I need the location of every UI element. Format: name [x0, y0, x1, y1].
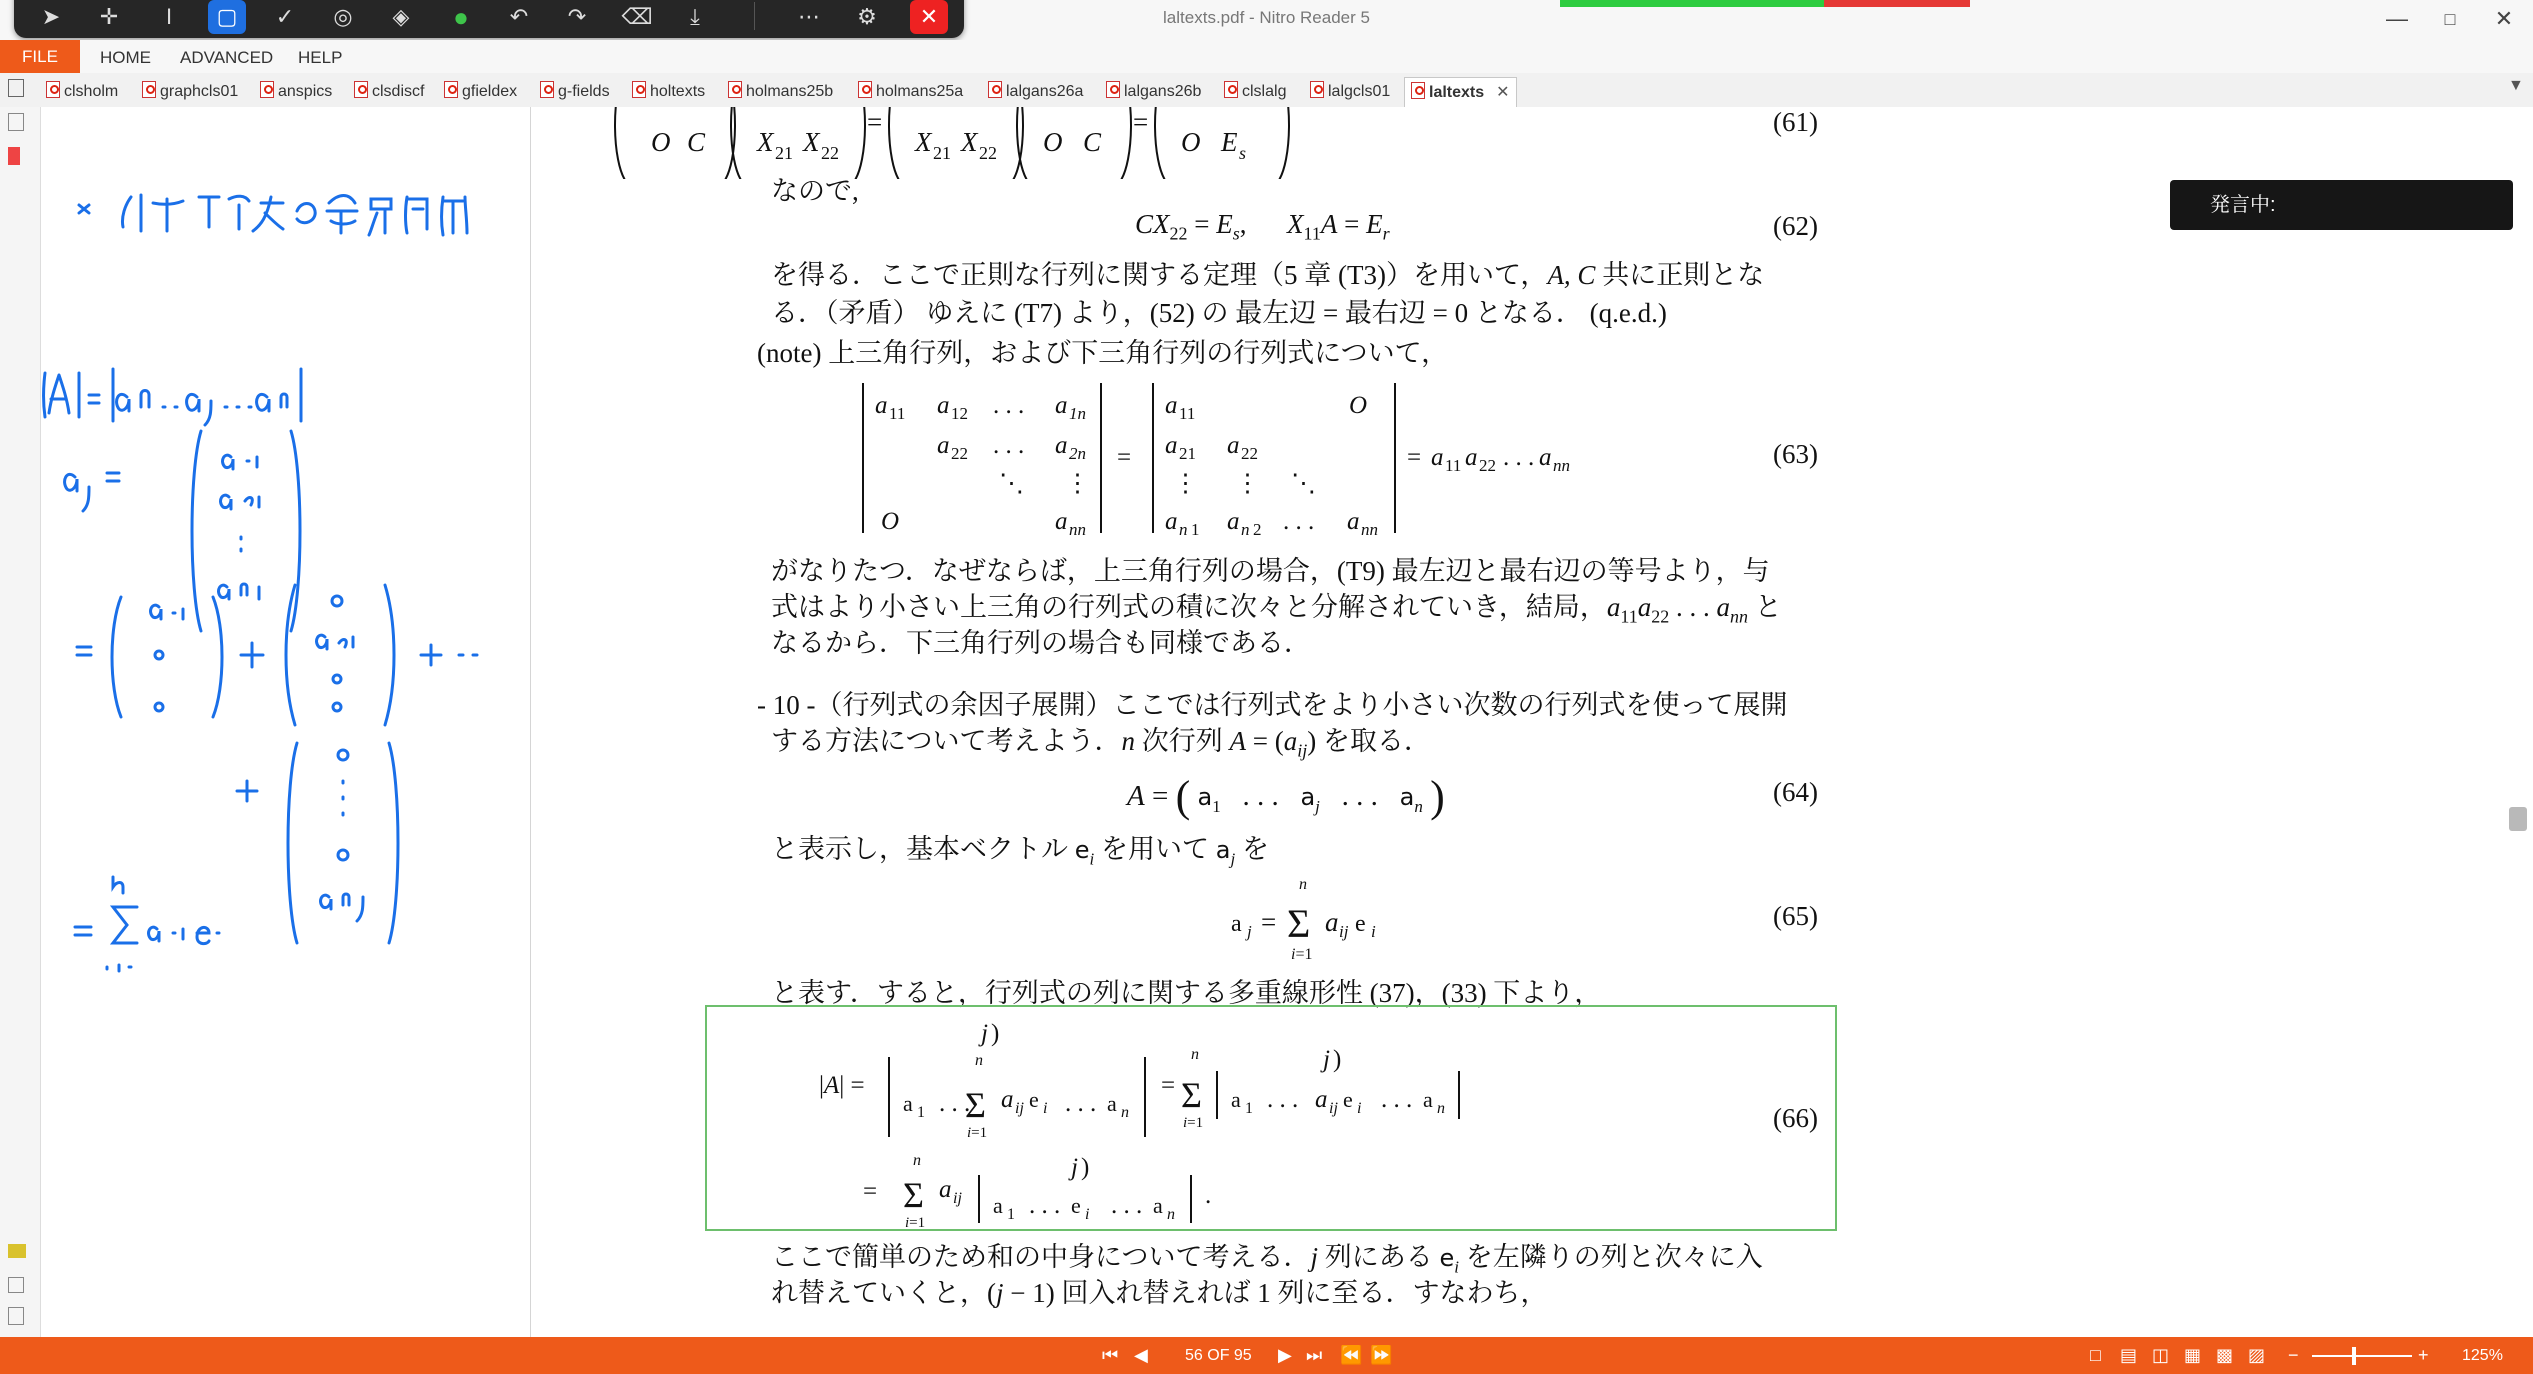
close-tab-icon[interactable]: ✕	[1496, 84, 1510, 101]
svg-text:j: j	[981, 1020, 988, 1047]
speaker-level-bar	[1560, 0, 1824, 7]
trash-icon[interactable]: ⌫	[621, 4, 653, 29]
svg-text:O: O	[1043, 127, 1063, 157]
doc-tab-active[interactable]: laltexts ✕	[1404, 77, 1517, 107]
svg-text:i=1: i=1	[1183, 1115, 1204, 1131]
svg-text:nn: nn	[1069, 520, 1086, 539]
svg-text:. . .: . . .	[993, 392, 1025, 419]
svg-text:ij: ij	[1339, 922, 1349, 941]
svg-text:O: O	[1181, 127, 1201, 157]
selection-rectangle[interactable]	[705, 1005, 1837, 1231]
svg-text:. . .: . . .	[993, 432, 1025, 459]
svg-text:a: a	[1431, 444, 1444, 471]
maximize-icon[interactable]: □	[2444, 9, 2456, 29]
doc-tab[interactable]: clslalg	[1224, 81, 1286, 105]
svg-text:. . .: . . .	[1381, 1086, 1413, 1113]
doc-tab[interactable]: lalgans26a	[988, 81, 1083, 105]
svg-text:2: 2	[1253, 520, 1262, 539]
equation-64: A = ( $a_1$ . . . $a_j$ . . . $a_n$ )	[1127, 772, 1445, 821]
single-page-icon[interactable]: □	[2090, 1345, 2101, 1365]
svg-text:.: .	[1205, 1182, 1212, 1209]
text-line: がなりたつ．なぜならば，上三角行列の場合，(T9) 最左辺と最右辺の等号より，与	[771, 556, 1770, 586]
tab-advanced[interactable]: ADVANCED	[180, 48, 274, 67]
equation-65	[1221, 871, 1481, 961]
doc-tab[interactable]: gfieldex	[444, 81, 517, 105]
svg-text:a: a	[1227, 432, 1240, 459]
svg-text:a: a	[1055, 432, 1068, 459]
svg-text:j: j	[1323, 1046, 1330, 1073]
svg-text:. . .: . . .	[1267, 1086, 1299, 1113]
svg-text:a: a	[1001, 1086, 1014, 1113]
status-bar	[0, 1337, 2533, 1374]
close-toolbar-icon[interactable]: ✕	[910, 0, 948, 34]
text-line: と表示し，基本ベクトル $e_i$ を用いて $a_j$ を	[771, 834, 1269, 869]
svg-text:. . .: . . .	[939, 1090, 971, 1117]
next-page-icon[interactable]: ▶	[1278, 1345, 1292, 1365]
svg-text:=: =	[1407, 444, 1422, 471]
page-indicator[interactable]: 56 OF 95	[1185, 1347, 1252, 1364]
svg-text:): )	[1081, 1154, 1090, 1181]
svg-text:a: a	[1153, 1193, 1163, 1218]
svg-text:i: i	[1371, 922, 1376, 941]
svg-text:j: j	[1071, 1154, 1078, 1181]
vertical-scrollbar-thumb[interactable]	[2509, 807, 2527, 831]
equation-63	[831, 379, 1731, 555]
text-line: 式はより小さい上三角の行列式の積に次々と分解されていき，結局，$a_{11}a_{22}$ . . . $a_{nn}$ と	[771, 592, 1782, 627]
svg-text:O: O	[881, 508, 900, 535]
previous-page-icon[interactable]: ◀	[1134, 1345, 1148, 1365]
text-line: なるから．下三角行列の場合も同様である．	[771, 628, 1311, 658]
green-color-icon[interactable]: ●	[453, 2, 469, 32]
text-line: - 10 -（行列式の余因子展開）ここでは行列式をより小さい次数の行列式を使って展開	[757, 690, 1788, 720]
svg-text:i=1: i=1	[905, 1215, 926, 1231]
attachments-icon[interactable]	[8, 147, 20, 165]
svg-text:|A| =: |A| =	[819, 1072, 865, 1099]
svg-text:i=1: i=1	[967, 1125, 988, 1141]
svg-text:=: =	[863, 1178, 878, 1205]
svg-text:O: O	[651, 127, 671, 157]
text-line: なので,	[771, 176, 859, 206]
svg-text:1: 1	[917, 1104, 925, 1121]
svg-text:ij: ij	[1329, 1100, 1338, 1117]
svg-text:=: =	[867, 107, 883, 137]
svg-text:⋮: ⋮	[1173, 470, 1198, 497]
svg-text:⋱: ⋱	[999, 470, 1024, 497]
svg-text:C: C	[1083, 127, 1102, 157]
svg-text:a: a	[1465, 444, 1478, 471]
minimize-icon[interactable]: —	[2386, 6, 2408, 31]
svg-text:a: a	[1423, 1087, 1433, 1112]
svg-text:e: e	[1071, 1193, 1081, 1218]
svg-text:a: a	[903, 1091, 913, 1116]
svg-text:a: a	[1231, 911, 1242, 937]
svg-text:. . .: . . .	[1029, 1192, 1061, 1219]
comments-icon[interactable]	[8, 1244, 26, 1258]
svg-text:a: a	[1539, 444, 1552, 471]
move-icon[interactable]: ✛	[99, 4, 119, 29]
svg-text:Σ: Σ	[1287, 901, 1311, 946]
pointer-icon[interactable]: ➤	[41, 4, 61, 29]
svg-text:22: 22	[1479, 456, 1496, 475]
tab-file[interactable]: FILE	[0, 40, 80, 73]
doc-tab[interactable]: holmans25b	[728, 81, 833, 105]
undo-icon[interactable]: ↶	[509, 4, 529, 29]
svg-text:a: a	[993, 1193, 1003, 1218]
equation-62: $CX_{22} = E_s$, $X_{11}A = E_r$	[1135, 209, 1390, 244]
more-icon[interactable]: ⋯	[798, 4, 820, 29]
svg-text:21: 21	[933, 143, 951, 163]
handwriting-panel	[41, 107, 531, 1337]
svg-text:X: X	[757, 127, 774, 157]
speaker-level-bar-red	[1824, 0, 1970, 7]
svg-text:. . .: . . .	[1503, 444, 1535, 471]
zoom-level[interactable]: 125%	[2462, 1347, 2503, 1364]
redo-icon[interactable]: ↷	[567, 4, 587, 29]
svg-text:a: a	[1107, 1091, 1117, 1116]
svg-text:2n: 2n	[1069, 444, 1086, 463]
document-viewer[interactable]	[41, 107, 2533, 1337]
svg-text:O: O	[1349, 392, 1368, 419]
text-line: と表す．すると，行列式の列に関する多重線形性 (37)，(33) 下より，	[771, 978, 1602, 1008]
document-tabs	[0, 73, 2533, 108]
eq-label: (61)	[1773, 107, 1818, 137]
svg-text:. . .: . . .	[1111, 1192, 1143, 1219]
eq-label: (65)	[1773, 901, 1818, 931]
svg-text:a: a	[1165, 432, 1178, 459]
handwriting	[41, 107, 531, 1337]
svg-text:a: a	[1325, 907, 1339, 937]
tabs-dropdown-icon[interactable]: ▼	[2508, 77, 2524, 94]
doc-tab[interactable]: clsholm	[46, 81, 118, 105]
svg-text:nn: nn	[1553, 456, 1570, 475]
facing-icon[interactable]: ◫	[2152, 1345, 2170, 1365]
svg-text:a: a	[937, 432, 950, 459]
zoom-slider-thumb[interactable]	[2352, 1347, 2356, 1365]
svg-text:22: 22	[821, 143, 839, 163]
svg-text:a: a	[1165, 392, 1178, 419]
right-margin	[2011, 107, 2533, 1337]
signatures-icon[interactable]	[8, 1277, 24, 1293]
window-title: laltexts.pdf - Nitro Reader 5	[1163, 8, 1370, 27]
svg-text:22: 22	[951, 444, 968, 463]
layers-icon[interactable]	[8, 1307, 24, 1325]
rectangle-select-icon[interactable]: ▢	[208, 0, 246, 34]
eq-label: (62)	[1773, 211, 1818, 241]
svg-text:11: 11	[1445, 456, 1462, 475]
svg-text:a: a	[875, 392, 888, 419]
svg-text:=: =	[1261, 907, 1277, 937]
eraser-icon[interactable]: ◈	[392, 4, 410, 29]
eq-label: (66)	[1773, 1103, 1818, 1133]
doc-tab[interactable]: clsdiscf	[354, 81, 424, 105]
text-line: する方法について考えよう．n 次行列 $A = (a_{ij})$ を取る．	[771, 726, 1431, 761]
doc-tab[interactable]: holtexts	[632, 81, 705, 105]
svg-text:11: 11	[889, 404, 906, 423]
svg-text:⋮: ⋮	[1065, 470, 1090, 497]
svg-text:n: n	[1191, 1046, 1199, 1063]
svg-text:): )	[1333, 1046, 1342, 1073]
svg-text:22: 22	[979, 143, 997, 163]
svg-text:s: s	[1239, 143, 1247, 163]
svg-text:1: 1	[1007, 1206, 1015, 1223]
svg-text:a: a	[1165, 508, 1178, 535]
first-page-icon[interactable]: ⏮	[1102, 1345, 1119, 1365]
text-line: を得る．ここで正則な行列に関する定理（5 章 (T3)）を用いて，A, C 共に正則とな	[771, 260, 1765, 290]
svg-text:n: n	[1241, 520, 1250, 539]
svg-text:n: n	[975, 1052, 983, 1069]
highlighter-icon[interactable]: ◎	[333, 4, 353, 29]
ribbon	[0, 40, 2533, 73]
svg-text:⋮: ⋮	[1235, 470, 1260, 497]
doc-tab[interactable]: anspics	[260, 81, 332, 105]
svg-text:j: j	[1247, 922, 1252, 941]
svg-text:=: =	[1117, 444, 1132, 471]
svg-text:21: 21	[775, 143, 793, 163]
svg-text:Σ: Σ	[965, 1085, 986, 1125]
svg-text:a: a	[1347, 508, 1360, 535]
svg-text:e: e	[1343, 1087, 1353, 1112]
svg-text:n: n	[1167, 1206, 1175, 1223]
close-icon[interactable]: ✕	[2494, 6, 2514, 31]
svg-text:. . .: . . .	[1283, 508, 1315, 535]
svg-text:a: a	[939, 1176, 952, 1203]
text-cursor-icon[interactable]: I	[165, 4, 173, 29]
forward-view-icon[interactable]: ⏩	[1370, 1345, 1393, 1365]
download-icon[interactable]: ⤓	[690, 4, 700, 29]
eq-label: (63)	[1773, 439, 1818, 469]
page-icon[interactable]	[8, 79, 24, 97]
svg-text:X: X	[803, 127, 820, 157]
text-line: れ替えていくと，(j − 1) 回入れ替えれば 1 列に至る．すなわち，	[771, 1278, 1548, 1308]
text-line: ここで簡単のため和の中身について考える．j 列にある $e_i$ を左隣りの列と次々に入	[771, 1242, 1763, 1277]
svg-text:22: 22	[1241, 444, 1258, 463]
svg-text:1n: 1n	[1069, 404, 1086, 423]
doc-tab[interactable]: g-fields	[540, 81, 610, 105]
text-line: る．（矛盾） ゆえに (T7) より，(52) の 最左辺 = 最右辺 = 0 となる． (q.e.d.)	[771, 298, 1667, 328]
svg-text:a: a	[937, 392, 950, 419]
svg-text:n: n	[1299, 876, 1307, 893]
doc-tab[interactable]: lalgans26b	[1106, 81, 1201, 105]
svg-text:Σ: Σ	[1181, 1075, 1202, 1115]
svg-text:n: n	[1121, 1104, 1129, 1121]
svg-text:): )	[991, 1020, 1000, 1047]
doc-tab[interactable]: graphcls01	[142, 81, 238, 105]
svg-text:n: n	[1437, 1100, 1445, 1117]
user-settings-icon[interactable]: ⚙	[857, 4, 877, 29]
svg-text:i: i	[1357, 1100, 1362, 1117]
svg-text:C: C	[687, 127, 706, 157]
eq-label: (64)	[1773, 777, 1818, 807]
svg-text:n: n	[913, 1152, 921, 1169]
speaking-indicator: 発言中:	[2170, 180, 2513, 230]
fit-width-icon[interactable]: ▨	[2248, 1345, 2266, 1365]
zoom-in-icon[interactable]: +	[2418, 1345, 2429, 1365]
svg-text:12: 12	[951, 404, 968, 423]
svg-text:n: n	[1179, 520, 1188, 539]
svg-text:=: =	[1161, 1072, 1176, 1099]
left-rail	[0, 107, 41, 1337]
svg-text:Σ: Σ	[903, 1175, 924, 1215]
svg-text:11: 11	[1179, 404, 1196, 423]
zoom-out-icon[interactable]: −	[2288, 1345, 2299, 1365]
svg-text:i: i	[1043, 1100, 1048, 1117]
svg-text:21: 21	[1179, 444, 1196, 463]
svg-text:a: a	[1227, 508, 1240, 535]
svg-text:e: e	[1029, 1087, 1039, 1112]
svg-text:. . .: . . .	[1065, 1090, 1097, 1117]
svg-text:1: 1	[1245, 1100, 1253, 1117]
svg-text:X: X	[961, 127, 978, 157]
svg-text:ij: ij	[953, 1190, 962, 1207]
last-page-icon[interactable]: ⏭	[1306, 1345, 1323, 1365]
fit-page-icon[interactable]: ▩	[2216, 1345, 2234, 1365]
continuous-icon[interactable]: ▤	[2120, 1345, 2138, 1365]
facing-continuous-icon[interactable]: ▦	[2184, 1345, 2202, 1365]
svg-text:ij: ij	[1015, 1100, 1024, 1117]
zoom-slider-track[interactable]	[2312, 1355, 2412, 1357]
svg-text:=: =	[1133, 107, 1149, 137]
svg-text:e: e	[1355, 911, 1366, 937]
svg-text:i=1: i=1	[1291, 946, 1313, 961]
bookmarks-icon[interactable]	[8, 113, 24, 131]
svg-text:nn: nn	[1361, 520, 1378, 539]
svg-text:E: E	[1221, 127, 1238, 157]
back-view-icon[interactable]: ⏪	[1340, 1345, 1363, 1365]
svg-text:⋱: ⋱	[1291, 470, 1316, 497]
svg-text:a: a	[1055, 392, 1068, 419]
doc-tab[interactable]: lalgcls01	[1310, 81, 1390, 105]
svg-text:1: 1	[1191, 520, 1200, 539]
svg-text:a: a	[1231, 1087, 1241, 1112]
svg-text:i: i	[1085, 1206, 1090, 1223]
svg-text:X: X	[915, 127, 932, 157]
tab-help[interactable]: HELP	[298, 48, 343, 67]
doc-tab[interactable]: holmans25a	[858, 81, 963, 105]
check-icon[interactable]: ✓	[275, 4, 295, 29]
text-line: (note) 上三角行列，および下三角行列の行列式について，	[757, 338, 1449, 368]
annotation-toolbar	[14, 0, 964, 38]
tab-home[interactable]: HOME	[100, 48, 151, 67]
svg-text:a: a	[1315, 1086, 1328, 1113]
svg-text:a: a	[1055, 508, 1068, 535]
